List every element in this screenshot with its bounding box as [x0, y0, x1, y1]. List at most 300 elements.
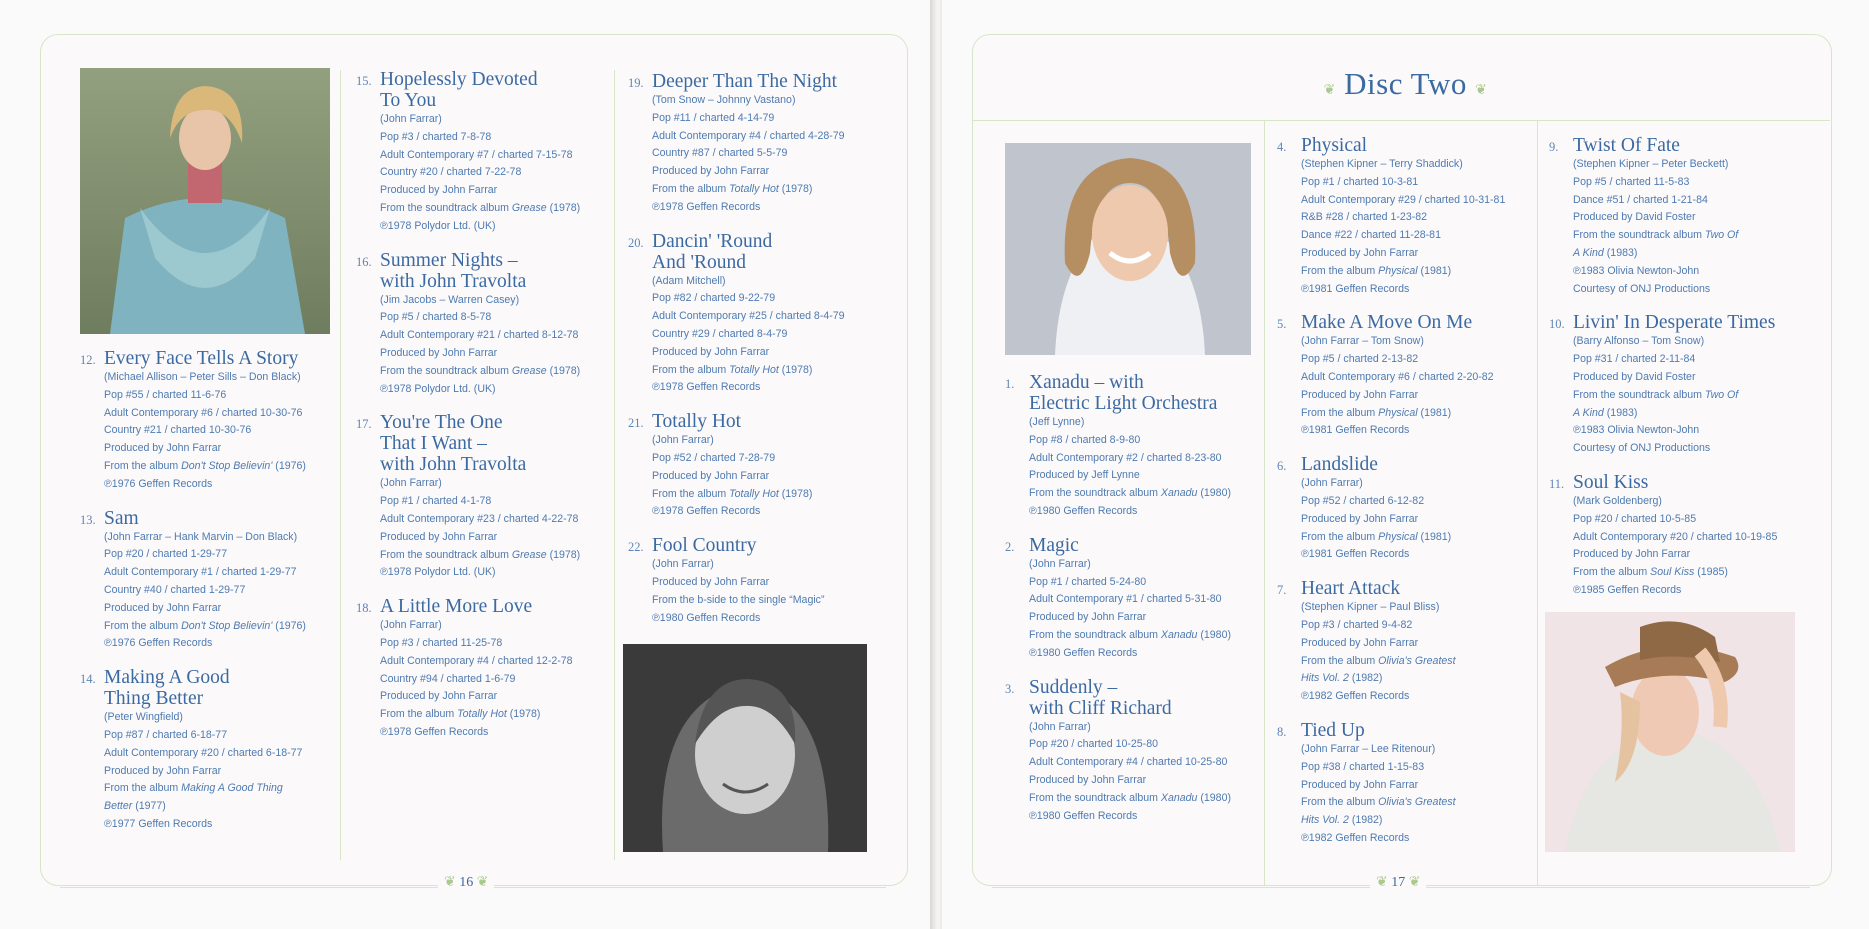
track-title [104, 348, 298, 369]
credit-line [104, 440, 335, 458]
credit-line [1573, 333, 1814, 351]
album-title: Xanadu [1160, 487, 1198, 500]
album-title: Xanadu [1160, 791, 1198, 804]
credit-text: From the album [1301, 530, 1379, 543]
leaf-ornament-icon: ❦ [476, 875, 489, 890]
page-17 [942, 0, 1869, 929]
credit-line [652, 362, 888, 380]
track-title-line: Fool Country [652, 535, 757, 557]
credit-text: Country #21 / charted 10-30-76 [104, 424, 252, 437]
credit-text: Pop #20 / charted 1-29-77 [104, 548, 228, 561]
credit-text: Adult Contemporary #4 / charted 4-28-79 [652, 129, 845, 142]
credit-text: Pop #20 / charted 10-25-80 [1029, 738, 1158, 751]
track-number: 6. [1277, 459, 1287, 474]
track-number: 20. [628, 235, 644, 250]
credit-text: (1978) [546, 201, 581, 214]
credit-text: ℗1980 Geffen Records [1029, 646, 1138, 659]
credit-text: Adult Contemporary #2 / charted 8-23-80 [1029, 451, 1222, 464]
credit-line [652, 273, 888, 291]
track-title [104, 508, 139, 529]
credit-line [652, 110, 888, 128]
credit-line [1301, 777, 1537, 795]
credit-text: (1985) [1694, 566, 1728, 579]
credit-text: From the soundtrack album [380, 364, 512, 377]
album-title: Two Of [1704, 229, 1739, 242]
credit-text: From the b-side to the single “Magic” [652, 593, 825, 606]
credit-line [380, 653, 608, 671]
track-number: 14. [80, 672, 96, 687]
track-heading [1549, 472, 1814, 493]
credit-text: Produced by John Farrar [104, 442, 222, 455]
track-number: 15. [356, 74, 372, 88]
credit-line [1573, 582, 1814, 600]
track-title-line: Hopelessly Devoted [380, 69, 538, 90]
photo-smiling-portrait [1005, 143, 1251, 355]
credit-line [1301, 635, 1537, 653]
credit-line [1029, 719, 1260, 737]
track-heading [628, 535, 888, 556]
album-title: Hits Vol. 2 [1301, 814, 1349, 827]
track-title-line: Making A Good [104, 667, 230, 689]
track-heading [628, 231, 888, 273]
credit-line [1301, 333, 1537, 351]
credit-line [1301, 192, 1537, 210]
credit-line [380, 182, 608, 200]
credit-text: (Barry Alfonso – Tom Snow) [1573, 335, 1705, 348]
credit-line [104, 458, 335, 476]
credit-line [104, 422, 335, 440]
track-title-line: Magic [1029, 534, 1079, 556]
credit-text: (1983) [1603, 246, 1638, 259]
track-heading [1277, 454, 1537, 475]
photo-hat-portrait [1545, 612, 1795, 852]
track-title [380, 596, 532, 617]
credit-text: (Stephen Kipner – Terry Shaddick) [1301, 158, 1463, 170]
credit-line [1573, 192, 1814, 210]
track-number: 10. [1549, 317, 1565, 332]
track-credits [1277, 333, 1537, 440]
track-number: 3. [1005, 681, 1015, 696]
credit-line [1301, 422, 1537, 440]
credit-line [652, 92, 888, 110]
track-heading [628, 71, 888, 92]
credit-text: (John Farrar) [652, 558, 714, 571]
album-title: Grease [511, 201, 547, 214]
credit-text: Pop #8 / charted 8-9-80 [1029, 433, 1141, 446]
track-title [104, 667, 230, 709]
track-title-line: Physical [1301, 135, 1368, 156]
credit-text: Produced by John Farrar [652, 165, 770, 178]
left-column-1 [80, 348, 335, 848]
credit-text: Adult Contemporary #25 / charted 8-4-79 [652, 310, 845, 323]
credit-text: Pop #3 / charted 7-8-78 [380, 130, 492, 143]
track-title [1029, 677, 1172, 719]
credit-text: ℗1980 Geffen Records [1029, 504, 1138, 517]
album-title: A Kind [1573, 246, 1604, 259]
track-credits [80, 709, 335, 834]
track-number: 16. [356, 254, 372, 269]
credit-text: Pop #38 / charted 1-15-83 [1301, 760, 1425, 773]
credit-text: From the soundtrack album [380, 548, 512, 561]
credit-line [1029, 556, 1260, 574]
credit-text: ℗1982 Geffen Records [1301, 831, 1410, 844]
album-title: Physical [1378, 264, 1418, 277]
disc-two-heading: ❦ Disc Two ❦ [1323, 66, 1488, 101]
credit-line [380, 200, 608, 218]
track-entry [1005, 677, 1260, 826]
credit-line [1573, 493, 1814, 511]
track-credits [1549, 493, 1814, 600]
credit-line [380, 724, 608, 742]
credit-text: From the soundtrack album [1029, 791, 1161, 804]
credit-text: (1978) [546, 364, 581, 377]
track-heading [1277, 578, 1537, 599]
credit-text: From the album [652, 363, 730, 376]
credit-line [380, 671, 608, 689]
credit-line [380, 327, 608, 345]
track-title [380, 69, 538, 111]
album-title: Hits Vol. 2 [1301, 672, 1349, 685]
credit-line [1301, 475, 1537, 493]
credit-line [1029, 414, 1260, 432]
credit-line [1029, 808, 1260, 826]
credit-text: (1981) [1417, 264, 1452, 277]
credit-text: Produced by John Farrar [652, 575, 770, 588]
track-title [652, 71, 837, 92]
credit-line [380, 475, 608, 493]
track-credits [1277, 156, 1537, 298]
credit-line [1029, 574, 1260, 592]
track-title [1301, 720, 1365, 741]
credit-text: From the album [1301, 406, 1379, 419]
track-number: 13. [80, 512, 96, 527]
track-title [380, 250, 526, 292]
credit-line [652, 163, 888, 181]
track-credits [356, 617, 608, 742]
credit-line [1029, 450, 1260, 468]
credit-text: ℗1977 Geffen Records [104, 817, 213, 830]
credit-line [380, 493, 608, 511]
credit-line [652, 344, 888, 362]
credit-text: ℗1978 Polydor Ltd. (UK) [380, 219, 496, 232]
credit-text: From the soundtrack album [1029, 628, 1161, 641]
credit-line [104, 727, 335, 745]
credit-line [1029, 627, 1260, 645]
credit-text: (Tom Snow – Johnny Vastano) [652, 94, 796, 106]
track-heading [356, 412, 608, 475]
track-title-line: You're The One [380, 412, 503, 434]
credit-text: Pop #5 / charted 8-5-78 [380, 311, 492, 324]
track-entry [1277, 312, 1537, 440]
credit-text: (1980) [1197, 791, 1231, 804]
track-entry [1549, 312, 1814, 458]
credit-text: ℗1983 Olivia Newton-John [1573, 264, 1700, 277]
track-entry [1277, 578, 1537, 706]
credit-line [1029, 790, 1260, 808]
page-number-16: ❦ 16 ❦ [438, 874, 494, 891]
credit-line [1573, 511, 1814, 529]
credit-text: Adult Contemporary #4 / charted 12-2-78 [380, 654, 573, 667]
right-column-2 [1277, 135, 1537, 862]
credit-line [104, 369, 335, 387]
track-entry [1549, 472, 1814, 600]
credit-text: (Michael Allison – Peter Sills – Don Black) [104, 371, 301, 383]
column-divider [614, 70, 615, 860]
album-title: Olivia's Greatest [1378, 796, 1456, 809]
credit-text: (1976) [272, 619, 306, 632]
track-number: 9. [1549, 140, 1559, 154]
credit-line [652, 199, 888, 217]
credit-text: Produced by John Farrar [1301, 388, 1419, 401]
credit-text: Pop #52 / charted 6-12-82 [1301, 494, 1425, 507]
track-title [1301, 454, 1378, 475]
album-title: Totally Hot [729, 363, 779, 376]
credit-line [1573, 281, 1814, 299]
credit-text: Produced by David Foster [1573, 370, 1696, 383]
credit-line [1301, 546, 1537, 564]
credit-line [104, 564, 335, 582]
track-title-line: Electric Light Orchestra [1029, 393, 1218, 414]
credit-line [1301, 599, 1537, 617]
credit-line [1573, 369, 1814, 387]
credit-line [1301, 617, 1537, 635]
credit-line [1301, 741, 1537, 759]
credit-text: Produced by John Farrar [1301, 636, 1419, 649]
credit-line [104, 798, 335, 816]
credit-line [1573, 351, 1814, 369]
credit-text: Adult Contemporary #29 / charted 10-31-81 [1301, 193, 1506, 206]
track-entry [1005, 372, 1260, 521]
track-entry [628, 535, 888, 627]
track-credits [356, 475, 608, 582]
credit-line [1301, 405, 1537, 423]
credit-line [1029, 754, 1260, 772]
track-number: 2. [1005, 539, 1015, 554]
track-number: 4. [1277, 140, 1287, 154]
track-title-line: with John Travolta [380, 270, 527, 292]
credit-text: Adult Contemporary #23 / charted 4-22-78 [380, 512, 579, 525]
track-entry [80, 348, 335, 494]
credit-text: (John Farrar – Lee Ritenour) [1301, 742, 1436, 755]
credit-text: Pop #20 / charted 10-5-85 [1573, 512, 1697, 525]
credit-text: Country #94 / charted 1-6-79 [380, 672, 516, 685]
track-credits [356, 292, 608, 399]
credit-text: Produced by John Farrar [652, 345, 770, 358]
credit-text: ℗1978 Geffen Records [380, 725, 489, 738]
credit-text: Produced by John Farrar [1573, 548, 1691, 561]
track-credits [356, 111, 608, 236]
credit-text: ℗1980 Geffen Records [1029, 809, 1138, 822]
credit-line [1301, 156, 1537, 174]
credit-text: Dance #51 / charted 1-21-84 [1573, 193, 1708, 206]
credit-text: ℗1982 Geffen Records [1301, 690, 1410, 703]
credit-text: From the soundtrack album [1573, 388, 1705, 401]
credit-line [1301, 759, 1537, 777]
credit-text: Produced by John Farrar [1301, 778, 1419, 791]
credit-line [380, 529, 608, 547]
credit-line [1301, 794, 1537, 812]
track-credits [628, 556, 888, 627]
credit-text: (1978) [778, 487, 813, 500]
track-title-line: Dancin' 'Round [652, 230, 773, 252]
credit-text: (John Farrar) [1029, 557, 1091, 570]
credit-text: (John Farrar) [1301, 477, 1363, 490]
track-title-line: Make A Move On Me [1301, 312, 1473, 334]
credit-line [652, 379, 888, 397]
track-entry [1277, 454, 1537, 564]
track-number: 5. [1277, 317, 1287, 332]
track-entry [1277, 135, 1537, 298]
track-title [1029, 372, 1217, 414]
track-heading [1277, 312, 1537, 333]
credit-text: Adult Contemporary #1 / charted 1-29-77 [104, 566, 297, 579]
credit-text: ℗1978 Geffen Records [652, 200, 761, 213]
credit-line [380, 363, 608, 381]
track-title-line: Deeper Than The Night [652, 71, 838, 92]
track-title-line: Summer Nights – [380, 249, 518, 271]
credit-line [1029, 736, 1260, 754]
page-number-17: ❦ 17 ❦ [1370, 874, 1426, 891]
credit-line [1573, 209, 1814, 227]
credit-text: Country #20 / charted 7-22-78 [380, 166, 522, 179]
credit-line [652, 468, 888, 486]
credit-line [104, 600, 335, 618]
credit-text: Pop #1 / charted 10-3-81 [1301, 175, 1419, 188]
credit-text: (Jeff Lynne) [1029, 416, 1085, 428]
track-number: 18. [356, 601, 372, 616]
track-entry [628, 411, 888, 521]
track-number: 17. [356, 417, 372, 432]
credit-text: (1981) [1417, 406, 1452, 419]
track-title [1301, 135, 1367, 156]
credit-line [652, 574, 888, 592]
track-entry [1549, 135, 1814, 298]
credit-line [380, 381, 608, 399]
credit-line [104, 476, 335, 494]
track-heading [1005, 677, 1260, 719]
credit-line [1573, 156, 1814, 174]
track-heading [1005, 372, 1260, 414]
credit-line [1301, 263, 1537, 281]
credit-line [104, 582, 335, 600]
track-entry [356, 412, 608, 582]
left-column-3 [628, 71, 888, 641]
credit-line [380, 129, 608, 147]
credit-text: Adult Contemporary #7 / charted 7-15-78 [380, 148, 573, 161]
credit-line [652, 503, 888, 521]
photo-black-white-portrait [623, 644, 867, 852]
credit-text: ℗1978 Geffen Records [652, 381, 761, 394]
credit-line [1301, 351, 1537, 369]
track-heading [1549, 135, 1814, 156]
track-title-line: Suddenly – [1029, 676, 1118, 698]
credit-line [1573, 405, 1814, 423]
column-divider [1537, 120, 1538, 885]
credit-line [1029, 432, 1260, 450]
credit-line [652, 290, 888, 308]
album-title: Two Of [1704, 388, 1739, 401]
credit-text: (1982) [1348, 814, 1383, 827]
track-title [652, 231, 772, 273]
track-heading [80, 667, 335, 709]
track-heading [356, 69, 608, 111]
track-title-line: Tied Up [1301, 719, 1365, 741]
credit-text: Country #29 / charted 8-4-79 [652, 327, 788, 340]
album-title: Grease [511, 364, 547, 377]
credit-line [380, 309, 608, 327]
credit-text: (John Farrar) [380, 477, 442, 490]
leaf-ornament-icon: ❦ [1376, 875, 1388, 890]
credit-line [652, 556, 888, 574]
credit-text: From the album [652, 182, 730, 195]
credit-text: Adult Contemporary #6 / charted 2-20-82 [1301, 370, 1494, 383]
credit-line [104, 745, 335, 763]
credit-text: Produced by John Farrar [1029, 611, 1147, 624]
credit-text: Courtesy of ONJ Productions [1573, 442, 1711, 455]
column-divider [1264, 120, 1265, 885]
track-credits [628, 432, 888, 521]
credit-text: From the album [104, 619, 182, 632]
credit-line [1573, 245, 1814, 263]
track-number: 8. [1277, 724, 1287, 739]
credit-line [1301, 493, 1537, 511]
credit-text: Produced by John Farrar [380, 530, 498, 543]
credit-line [1573, 263, 1814, 281]
track-heading [356, 596, 608, 617]
credit-line [1029, 645, 1260, 663]
credit-line [1301, 670, 1537, 688]
credit-line [104, 763, 335, 781]
credit-text: (Adam Mitchell) [652, 274, 726, 287]
track-credits [1549, 333, 1814, 458]
credit-text: (1981) [1417, 530, 1452, 543]
credit-text: From the soundtrack album [1573, 229, 1705, 242]
leaf-ornament-icon: ❦ [1323, 83, 1336, 98]
credit-line [652, 326, 888, 344]
leaf-ornament-icon: ❦ [1475, 83, 1488, 98]
credit-text: ℗1976 Geffen Records [104, 637, 213, 650]
credit-text: (1978) [546, 548, 581, 561]
credit-text: (Peter Wingfield) [104, 711, 183, 724]
credit-line [380, 111, 608, 129]
credit-text: Courtesy of ONJ Productions [1573, 282, 1711, 295]
track-heading [1549, 312, 1814, 333]
track-entry [356, 596, 608, 742]
page-16 [0, 0, 934, 929]
credit-line [1301, 174, 1537, 192]
column-divider [340, 70, 341, 860]
credit-line [652, 181, 888, 199]
credit-text: From the album [380, 708, 458, 721]
credit-text: Adult Contemporary #20 / charted 10-19-85 [1573, 530, 1778, 543]
track-credits [1277, 599, 1537, 706]
credit-line [652, 486, 888, 504]
album-title: Totally Hot [729, 182, 779, 195]
credit-text: Pop #52 / charted 7-28-79 [652, 451, 776, 464]
track-entry [628, 231, 888, 398]
credit-text: ℗1983 Olivia Newton-John [1573, 424, 1700, 437]
track-heading [80, 348, 335, 369]
credit-text: From the album [104, 782, 182, 795]
credit-text: (Mark Goldenberg) [1573, 494, 1662, 507]
credit-line [652, 450, 888, 468]
credit-text: Pop #82 / charted 9-22-79 [652, 292, 776, 305]
credit-line [1029, 503, 1260, 521]
credit-text: Produced by John Farrar [104, 764, 222, 777]
track-heading [1277, 720, 1537, 741]
credit-line [1573, 387, 1814, 405]
credit-line [1573, 546, 1814, 564]
